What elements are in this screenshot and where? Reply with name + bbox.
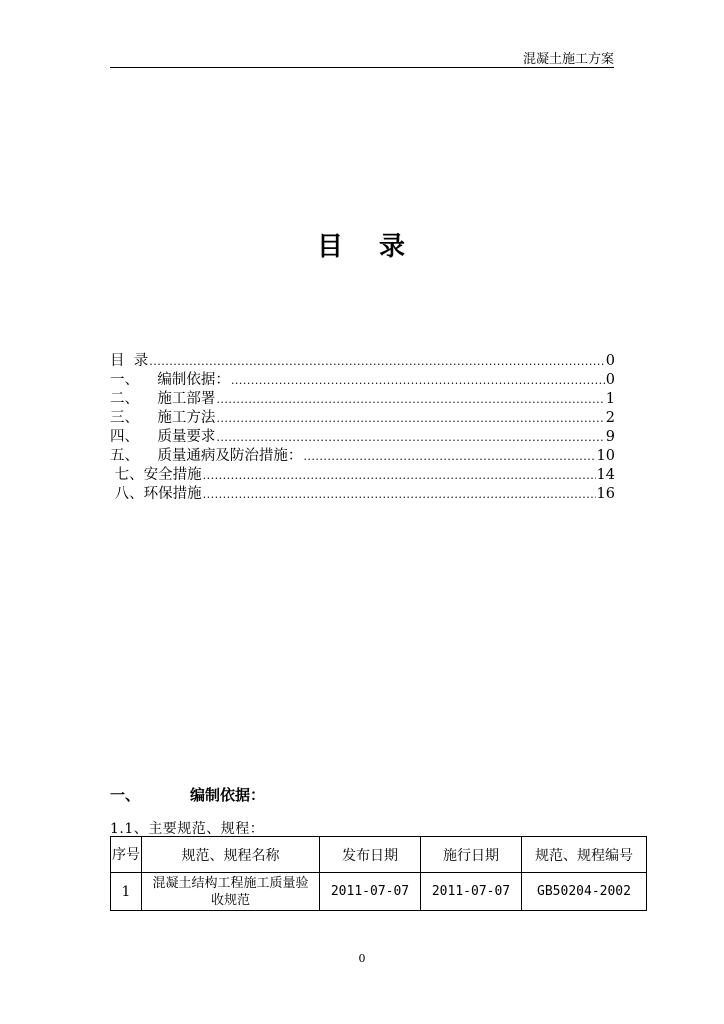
col-header-code: 规范、规程编号: [522, 837, 647, 873]
subsection-heading: 1.1、主要规范、规程：: [110, 821, 265, 837]
table-header-row: [111, 837, 647, 873]
section-heading: [110, 784, 265, 805]
col-header-seq: 序号: [111, 837, 142, 873]
toc-entry[interactable]: [110, 485, 615, 504]
cell-effective: 2011-07-07: [421, 873, 522, 911]
toc-entry-label: 二、 施工部署: [110, 391, 216, 407]
toc-entry[interactable]: [110, 409, 615, 428]
cell-seq: 1: [111, 873, 142, 911]
col-header-name: 规范、规程名称: [142, 837, 320, 873]
col-header-effective: 施行日期: [421, 837, 522, 873]
toc-entry[interactable]: [110, 447, 615, 466]
toc-entry[interactable]: [110, 352, 615, 371]
toc-title-left: 目: [316, 232, 345, 262]
toc-leader-dots: [203, 485, 596, 504]
toc-leader-dots: [203, 466, 596, 485]
toc-leader-dots: [216, 390, 604, 409]
col-header-published: 发布日期: [320, 837, 421, 873]
toc-entry-label: 八、环保措施: [110, 486, 202, 502]
toc-leader-dots: [149, 352, 605, 371]
cell-code: GB50204-2002: [522, 873, 647, 911]
toc-leader-dots: [303, 447, 595, 466]
toc-entry-page: 1: [605, 391, 615, 407]
table-of-contents: [110, 352, 615, 504]
cell-published: 2011-07-07: [320, 873, 421, 911]
toc-title-right: 录: [379, 232, 408, 262]
spec-table: [110, 836, 647, 911]
header-title: 混凝土施工方案: [522, 52, 614, 67]
toc-entry-label: 七、安全措施: [110, 467, 202, 483]
toc-entry-page: 14: [596, 467, 615, 483]
toc-title: [0, 226, 724, 263]
table-row: [111, 873, 647, 911]
toc-leader-dots: [231, 371, 605, 390]
page-number: 0: [358, 952, 366, 965]
header-rule: [110, 67, 614, 68]
toc-entry-label: 目 录: [110, 353, 149, 369]
toc-entry[interactable]: [110, 390, 615, 409]
toc-entry-page: 0: [605, 372, 615, 388]
toc-entry-page: 9: [605, 429, 615, 445]
toc-entry[interactable]: [110, 466, 615, 485]
toc-entry-label: 五、 质量通病及防治措施：: [110, 448, 303, 464]
toc-entry-label: 三、 施工方法: [110, 410, 216, 426]
toc-entry-page: 0: [605, 353, 615, 369]
toc-leader-dots: [216, 428, 604, 447]
toc-entry-page: 16: [596, 486, 615, 502]
toc-entry-page: 2: [605, 410, 615, 426]
section-title: 编制依据：: [190, 786, 266, 804]
toc-entry-label: 一、 编制依据：: [110, 372, 230, 388]
toc-entry-page: 10: [596, 448, 615, 464]
toc-entry[interactable]: [110, 371, 615, 390]
toc-entry-label: 四、 质量要求: [110, 429, 216, 445]
toc-leader-dots: [216, 409, 604, 428]
toc-entry[interactable]: [110, 428, 615, 447]
section-number: 一、: [110, 786, 141, 804]
cell-name: 混凝土结构工程施工质量验收规范: [142, 873, 320, 911]
